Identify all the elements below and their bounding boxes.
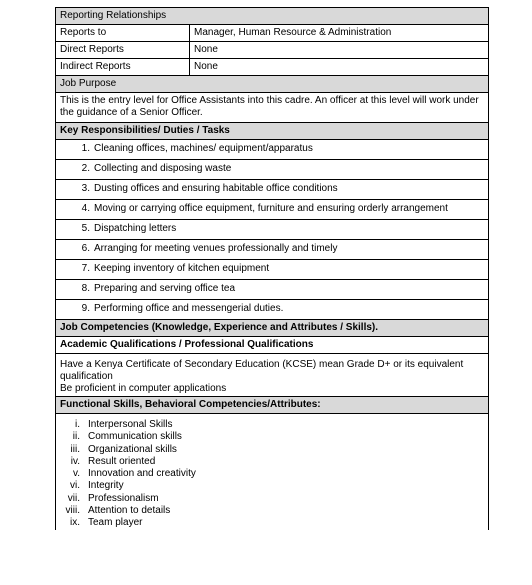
- responsibility-text: Arranging for meeting venues professionally and timely: [94, 243, 338, 254]
- list-number: ix.: [70, 517, 80, 529]
- list-number: 9.: [81, 303, 90, 314]
- qualifications-row: [56, 354, 489, 397]
- list-number: v.: [72, 468, 80, 480]
- list-number: iv.: [70, 455, 80, 467]
- list-item: [56, 517, 488, 529]
- functional-heading-row: [56, 397, 489, 414]
- responsibility-row: [56, 300, 489, 320]
- reporting-heading-row: [56, 8, 489, 25]
- responsibility-row: [56, 180, 489, 200]
- responsibility-text: Preparing and serving office tea: [94, 283, 236, 294]
- responsibility-row: [56, 200, 489, 220]
- responsibility-text: Dusting offices and ensuring habitable office conditions: [94, 183, 338, 194]
- reporting-heading: Reporting Relationships: [56, 8, 489, 25]
- responsibilities-heading-row: [56, 123, 489, 140]
- list-number: 7.: [81, 263, 90, 274]
- qualification-text: Have a Kenya Certificate of Secondary Education (KCSE) mean Grade D+ or its equivalent qualification: [60, 359, 464, 382]
- job-purpose-text: This is the entry level for Office Assistants into this cadre. An officer at this level will work under the guidance of a Senior Officer.: [56, 93, 489, 123]
- list-number: vi.: [70, 480, 80, 492]
- list-item: [56, 444, 488, 456]
- job-purpose-heading: Job Purpose: [56, 76, 489, 93]
- responsibility-row: [56, 240, 489, 260]
- reporting-value: None: [190, 59, 489, 76]
- list-number: viii.: [65, 505, 80, 517]
- responsibility-text: Cleaning offices, machines/ equipment/apparatus: [94, 143, 313, 154]
- competencies-heading: Job Competencies (Knowledge, Experience and Attributes / Skills).: [56, 320, 489, 337]
- reporting-row: [56, 42, 489, 59]
- responsibility-text: Performing office and messengerial duties.: [94, 303, 284, 314]
- job-description-document: [55, 7, 489, 530]
- list-number: i.: [75, 419, 80, 430]
- list-item: [56, 419, 488, 431]
- list-item: [56, 480, 488, 492]
- responsibility-text: Keeping inventory of kitchen equipment: [94, 263, 270, 274]
- responsibility-text: Dispatching letters: [94, 223, 177, 234]
- list-number: 3.: [81, 183, 90, 194]
- responsibility-row: [56, 220, 489, 240]
- responsibility-row: [56, 160, 489, 180]
- qualification-text: Be proficient in computer applications: [60, 383, 227, 394]
- reporting-row: [56, 25, 489, 42]
- responsibility-text: Collecting and disposing waste: [94, 163, 232, 174]
- qualifications-heading: Academic Qualifications / Professional Qualifications: [56, 337, 489, 354]
- skill-text: Professionalism: [88, 492, 159, 504]
- list-item: [56, 468, 488, 480]
- list-item: [56, 431, 488, 443]
- skill-text: Organizational skills: [88, 443, 177, 455]
- responsibility-row: [56, 260, 489, 280]
- reporting-label: Direct Reports: [56, 42, 190, 59]
- skill-text: Result oriented: [88, 455, 156, 467]
- responsibility-row: [56, 140, 489, 160]
- competencies-heading-row: [56, 320, 489, 337]
- responsibility-row: [56, 280, 489, 300]
- reporting-row: [56, 59, 489, 76]
- reporting-value: None: [190, 42, 489, 59]
- qualifications-heading-row: [56, 337, 489, 354]
- responsibilities-heading: Key Responsibilities/ Duties / Tasks: [56, 123, 489, 140]
- list-number: 1.: [81, 143, 90, 154]
- skill-text: Team player: [88, 517, 143, 529]
- job-purpose-row: [56, 93, 489, 123]
- list-number: 2.: [81, 163, 90, 174]
- functional-skills-row: [56, 414, 489, 530]
- functional-heading: Functional Skills, Behavioral Competencies/Attributes:: [56, 397, 489, 414]
- list-item: [56, 505, 488, 517]
- list-item: [56, 456, 488, 468]
- reporting-label: Reports to: [56, 25, 190, 42]
- reporting-value: Manager, Human Resource & Administration: [190, 25, 489, 42]
- skill-text: Attention to details: [88, 505, 171, 517]
- list-number: ii.: [72, 431, 80, 443]
- skill-text: Innovation and creativity: [88, 468, 196, 480]
- list-number: 8.: [81, 283, 90, 294]
- list-number: 5.: [81, 223, 90, 234]
- list-number: 4.: [81, 203, 90, 214]
- skill-text: Interpersonal Skills: [88, 419, 173, 430]
- list-item: [56, 493, 488, 505]
- responsibility-text: Moving or carrying office equipment, furniture and ensuring orderly arrangement: [94, 203, 448, 214]
- job-purpose-heading-row: [56, 76, 489, 93]
- list-number: 6.: [81, 243, 90, 254]
- list-number: iii.: [70, 443, 80, 455]
- reporting-label: Indirect Reports: [56, 59, 190, 76]
- skill-text: Communication skills: [88, 431, 182, 443]
- skill-text: Integrity: [88, 480, 124, 492]
- list-number: vii.: [67, 492, 80, 504]
- job-description-table: [55, 7, 489, 530]
